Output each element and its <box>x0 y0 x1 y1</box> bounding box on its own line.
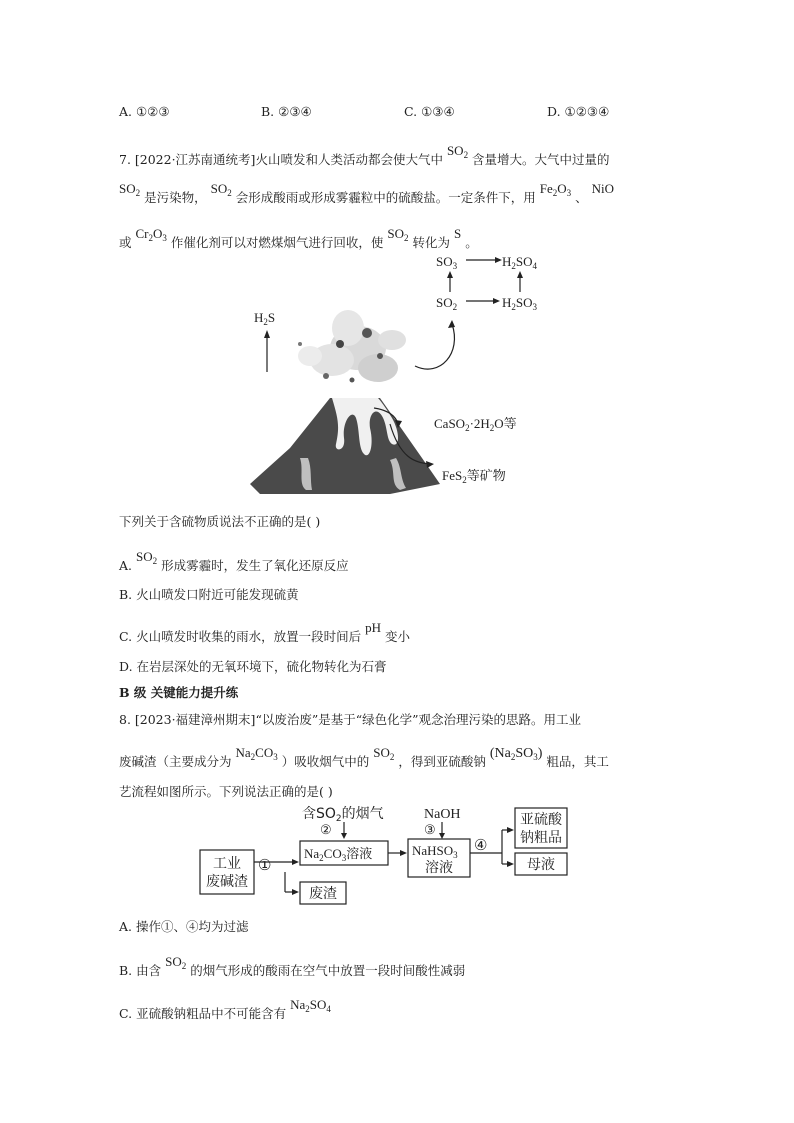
chem-so2: $SO_2$ <box>387 226 409 243</box>
q8-option-b: B. 由含 $SO_2$ 的烟气形成的酸雨在空气中放置一段时间酸性减弱 <box>119 954 466 978</box>
chem-so2: $SO_2$ <box>165 954 187 971</box>
chem-so2: $SO_2$ <box>373 745 395 762</box>
chem-na2co3: $Na_2CO_3$ <box>235 745 278 762</box>
flow-step-2: ② <box>320 822 332 837</box>
q8-line-3: 艺流程如图所示。下列说法正确的是( ) <box>119 784 333 799</box>
q7-option-b: B. 火山喷发口附近可能发现硫黄 <box>119 587 299 602</box>
flow-naoh: NaOH <box>424 807 461 822</box>
volcano-plume <box>298 310 406 383</box>
chem-fe2o3: $Fe_2O_3$ <box>539 181 572 198</box>
volcano-mountain <box>250 398 440 494</box>
q7-line-2: $SO_2$ 是污染物， $SO_2$ 会形成酸雨或形成雾霾粒中的硫酸盐。一定条件下，用 $Fe_2O_3$ 、 NiO <box>119 181 614 205</box>
chem-so2: $SO_2$ <box>119 181 141 198</box>
svg-text:废碱渣: 废碱渣 <box>206 874 248 890</box>
q6-option-a: A. ①②③ <box>119 104 170 119</box>
chem-nio: NiO <box>591 181 614 196</box>
label-fes2: FeS$_2$等矿物 <box>442 468 506 485</box>
q7-option-d: D. 在岩层深处的无氧环境下，硫化物转化为石膏 <box>119 659 387 674</box>
chem-na2so3: $(Na_2SO_3)$ <box>489 746 543 762</box>
svg-text:Na2CO3溶液: $Na_2CO_3$溶液 <box>304 846 373 863</box>
q8-line-2: 废碱渣（主要成分为 $Na_2CO_3$ ）吸收烟气中的 $SO_2$ ，得到亚硫酸钠 $(Na_2SO_3)$ 粗品，其工 <box>119 745 609 769</box>
svg-text:亚硫酸: 亚硫酸 <box>520 812 562 828</box>
q7-option-c: C. 火山喷发时收集的雨水，放置一段时间后 pH 变小 <box>119 620 410 644</box>
flow-step-4: ④ <box>474 838 488 854</box>
flow-input-top: 含$SO_2$的烟气 <box>302 806 384 824</box>
q7-option-a: A. $SO_2$ 形成雾霾时，发生了氧化还原反应 <box>119 549 349 573</box>
svg-text:废渣: 废渣 <box>309 886 337 902</box>
svg-text:母液: 母液 <box>527 857 555 873</box>
label-caso: $CaSO_2\cdot 2H_2O$等 <box>434 416 517 433</box>
chem-so2: $SO_2$ <box>210 181 232 198</box>
chem-ph: pH <box>365 620 381 635</box>
q6-option-b: B. ②③④ <box>261 104 312 119</box>
q7-question: 下列关于含硫物质说法不正确的是( ) <box>119 514 321 529</box>
svg-text:NaHSO3: NaHSO$_3$ <box>412 843 458 860</box>
label-h2so3: $H_2SO_3$ <box>502 295 538 312</box>
chem-so2: $SO_2$ <box>136 549 158 566</box>
q7-line-3: 或 $Cr_2O_3$ 作催化剂可以对燃煤烟气进行回收，使 $SO_2$ 转化为 S 。 <box>119 226 478 250</box>
q8-option-c: C. 亚硫酸钠粗品中不可能含有 $Na_2SO_4$ <box>119 997 331 1021</box>
label-h2s: $H_2S$ <box>254 310 276 327</box>
volcano-diagram <box>240 248 560 498</box>
chem-na2so4: $Na_2SO_4$ <box>290 997 331 1014</box>
arrow-curve-to-so2 <box>415 324 454 369</box>
chem-cr2o3: $Cr_2O_3$ <box>135 226 167 243</box>
flow-step-1: ① <box>258 858 272 874</box>
svg-text:溶液: 溶液 <box>425 860 453 876</box>
flow-step-3: ③ <box>424 822 436 837</box>
label-so2: $SO_2$ <box>436 295 458 312</box>
q7-line-1: 7. [2022·江苏南通统考]火山喷发和人类活动都会使大气中 $SO_2$ 含量增大。大气中过量的 <box>119 143 610 167</box>
svg-text:钠粗品: 钠粗品 <box>520 830 562 846</box>
q8-line-1: 8. [2023·福建漳州期末]“以废治废”是基于“绿色化学”观念治理污染的思路。用工业 <box>119 712 582 727</box>
q6-option-c: C. ①③④ <box>404 104 455 119</box>
q6-option-d: D. ①②③④ <box>547 104 610 119</box>
svg-text:工业: 工业 <box>213 856 241 872</box>
chem-s: S <box>453 226 462 241</box>
flow-diagram <box>190 800 580 910</box>
q8-option-a: A. 操作①、④均为过滤 <box>119 919 249 934</box>
section-b-heading: B 级 关键能力提升练 <box>119 685 239 700</box>
label-so3: $SO_3$ <box>436 254 458 271</box>
label-h2so4: $H_2SO_4$ <box>502 254 538 271</box>
chem-so2: $SO_2$ <box>446 143 469 160</box>
